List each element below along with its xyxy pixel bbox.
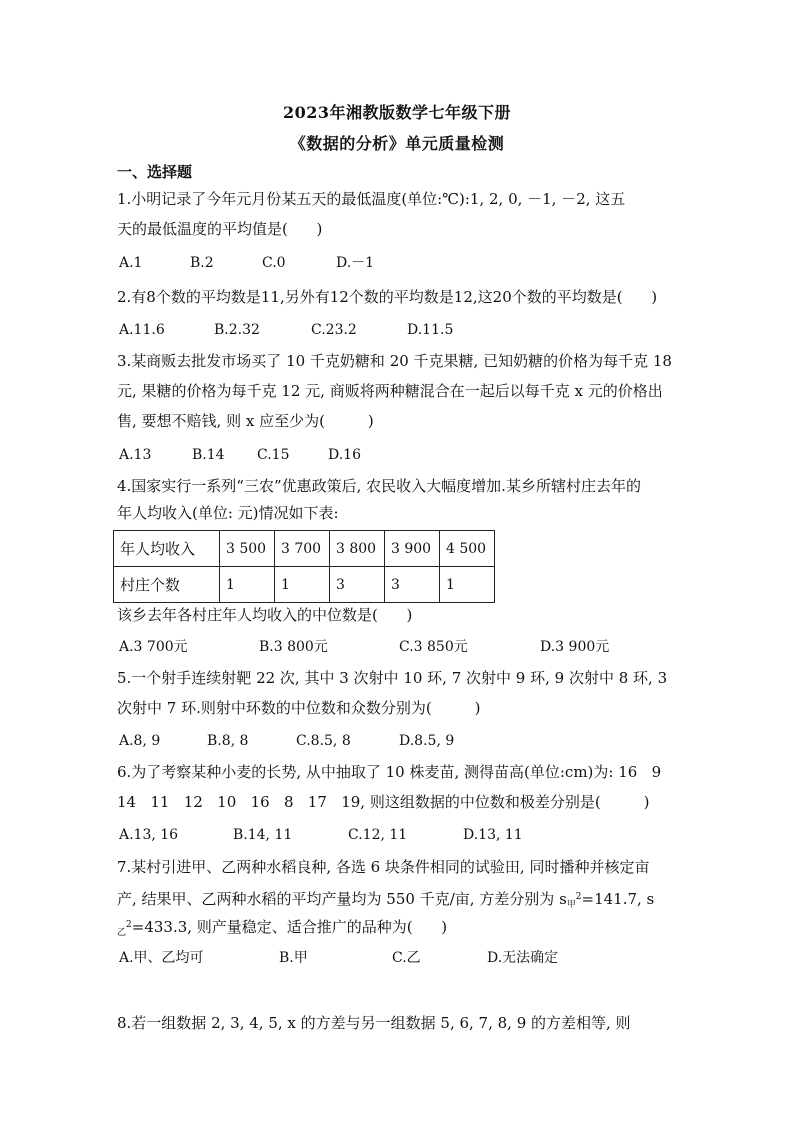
q2-option-b: B.2.32 xyxy=(214,322,260,338)
table-row xyxy=(114,531,495,567)
table-cell: 4 500 xyxy=(440,531,495,567)
section-heading: 一、选择题 xyxy=(117,163,193,181)
q3-option-a: A.13 xyxy=(119,447,152,463)
q3-option-d: D.16 xyxy=(328,447,361,463)
question-1-line-1: 1.小明记录了今年元月份某五天的最低温度(单位:℃):1, 2, 0, －1, －2, 这五 xyxy=(117,190,626,208)
q6-option-b: B.14, 11 xyxy=(233,827,293,843)
table-cell: 3 xyxy=(385,567,440,603)
q4-option-c: C.3 850元 xyxy=(399,639,468,655)
table-cell: 3 800 xyxy=(330,531,385,567)
q7-line-2-text-b: =141.7, s xyxy=(581,890,655,908)
question-5-line-1: 5.一个射手连续射靶 22 次, 其中 3 次射中 10 环, 7 次射中 9 环, 9 次射中 8 环, 3 xyxy=(117,669,668,687)
q7-line-2-text-a: 产, 结果甲、乙两种水稻的平均产量均为 550 千克/亩, 方差分别为 s xyxy=(117,890,567,908)
table-cell: 3 500 xyxy=(220,531,275,567)
q5-option-b: B.8, 8 xyxy=(207,733,249,749)
superscript-2: 2 xyxy=(575,892,582,902)
question-4-line-2: 年人均收入(单位: 元)情况如下表: xyxy=(117,504,339,522)
table-row-label: 年人均收入 xyxy=(114,531,220,567)
subscript-yi: 乙 xyxy=(117,928,127,938)
question-4-line-3: 该乡去年各村庄年人均收入的中位数是( ) xyxy=(117,606,413,624)
income-table xyxy=(113,530,495,603)
question-8-line-1: 8.若一组数据 2, 3, 4, 5, x 的方差与另一组数据 5, 6, 7, 8, 9 的方差相等, 则 xyxy=(117,1014,631,1032)
q1-option-a: A.1 xyxy=(119,255,143,271)
q5-option-c: C.8.5, 8 xyxy=(296,733,351,749)
q1-option-d: D.－1 xyxy=(336,255,375,271)
table-cell: 1 xyxy=(220,567,275,603)
table-cell: 1 xyxy=(275,567,330,603)
question-4-line-1: 4.国家实行一系列“三农”优惠政策后, 农民收入大幅度增加.某乡所辖村庄去年的 xyxy=(117,477,641,495)
table-cell: 3 700 xyxy=(275,531,330,567)
q6-option-c: C.12, 11 xyxy=(348,827,408,843)
page-subtitle: 《数据的分析》单元质量检测 xyxy=(289,134,505,153)
q7-option-b: B.甲 xyxy=(279,950,308,966)
table-row xyxy=(114,567,495,603)
question-1-line-2: 天的最低温度的平均值是( ) xyxy=(117,220,323,238)
q6-option-d: D.13, 11 xyxy=(463,827,523,843)
question-5-line-2: 次射中 7 环.则射中环数的中位数和众数分别为( ) xyxy=(117,699,481,717)
question-7-line-1: 7.某村引进甲、乙两种水稻良种, 各选 6 块条件相同的试验田, 同时播种并核定亩 xyxy=(117,858,650,876)
superscript-2: 2 xyxy=(126,920,132,930)
q7-line-3-text: =433.3, 则产量稳定、适合推广的品种为( ) xyxy=(131,918,448,936)
q3-option-c: C.15 xyxy=(257,447,290,463)
q7-option-a: A.甲、乙均可 xyxy=(119,950,204,966)
table-cell: 3 900 xyxy=(385,531,440,567)
question-3-line-2: 元, 果糖的价格为每千克 12 元, 商贩将两种糖混合在一起后以每千克 x 元的价格出 xyxy=(117,382,663,400)
q3-option-b: B.14 xyxy=(192,447,225,463)
q7-option-c: C.乙 xyxy=(392,950,421,966)
q6-option-a: A.13, 16 xyxy=(119,827,179,843)
subscript-jia: 甲 xyxy=(566,900,576,910)
q2-option-d: D.11.5 xyxy=(407,322,454,338)
q1-option-b: B.2 xyxy=(190,255,214,271)
q2-option-c: C.23.2 xyxy=(311,322,357,338)
table-cell: 1 xyxy=(440,567,495,603)
question-6-line-1: 6.为了考察某种小麦的长势, 从中抽取了 10 株麦苗, 测得苗高(单位:cm)为: 16 9 xyxy=(117,763,662,781)
question-7-line-2 xyxy=(117,887,654,915)
table-row-label: 村庄个数 xyxy=(114,567,220,603)
page-title: 2023年湘教版数学七年级下册 xyxy=(282,103,512,122)
q1-option-c: C.0 xyxy=(262,255,286,271)
table-cell: 3 xyxy=(330,567,385,603)
q5-option-d: D.8.5, 9 xyxy=(399,733,455,749)
question-6-line-2: 14 11 12 10 16 8 17 19, 则这组数据的中位数和极差分别是( ) xyxy=(117,793,650,811)
question-7-line-3 xyxy=(117,915,447,943)
question-3-line-3: 售, 要想不赔钱, 则 x 应至少为( ) xyxy=(117,412,374,430)
question-3-line-1: 3.某商贩去批发市场买了 10 千克奶糖和 20 千克果糖, 已知奶糖的价格为每千克 18 xyxy=(117,352,672,370)
q7-option-d: D.无法确定 xyxy=(487,950,559,966)
q5-option-a: A.8, 9 xyxy=(119,733,161,749)
q4-option-d: D.3 900元 xyxy=(540,639,610,655)
q2-option-a: A.11.6 xyxy=(119,322,165,338)
q4-option-a: A.3 700元 xyxy=(119,639,188,655)
q4-option-b: B.3 800元 xyxy=(259,639,328,655)
question-2-line-1: 2.有8个数的平均数是11,另外有12个数的平均数是12,这20个数的平均数是( ) xyxy=(117,288,658,306)
